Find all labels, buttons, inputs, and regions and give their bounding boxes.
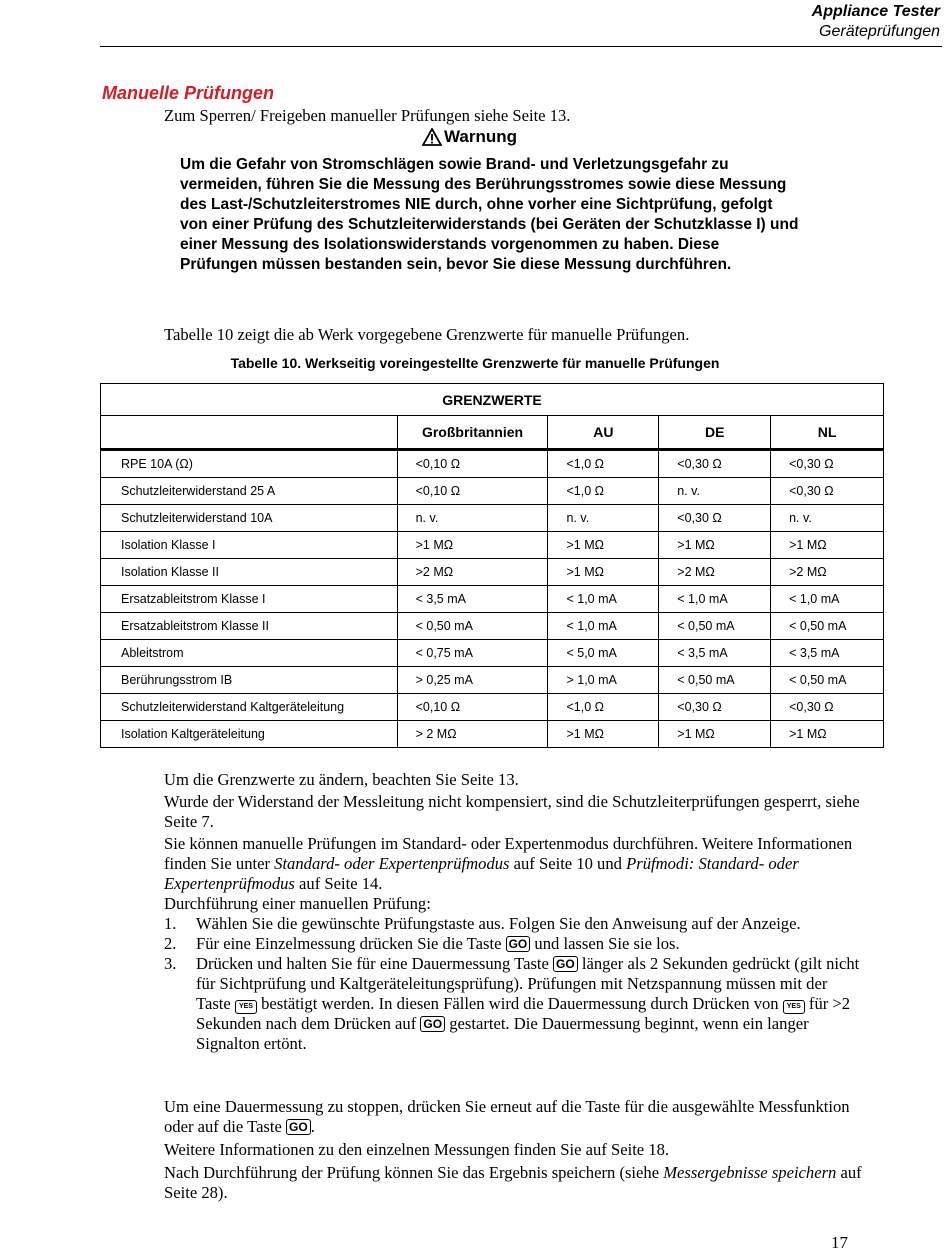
save-text-b: auf Seite 28).	[164, 1163, 862, 1202]
table-cell: < 0,75 mA	[397, 640, 548, 667]
table-cell: >2 MΩ	[659, 559, 771, 586]
table-cell: <0,30 Ω	[771, 478, 884, 505]
closing-text	[164, 1097, 864, 1203]
mode-text-c: auf Seite 14.	[294, 874, 383, 893]
table-cell: < 0,50 mA	[771, 613, 884, 640]
stop-text-b: .	[310, 1117, 315, 1136]
save-paragraph	[164, 1163, 864, 1203]
limits-table	[100, 383, 884, 748]
table-cell: <0,30 Ω	[771, 694, 884, 721]
table-row-label: Ersatzableitstrom Klasse I	[101, 586, 398, 613]
table-group-header: GRENZWERTE	[101, 384, 884, 416]
procedure-steps	[164, 914, 864, 1054]
go-key-icon: GO	[420, 1016, 445, 1032]
warning-title: Warnung	[444, 127, 518, 146]
intro-paragraph: Zum Sperren/ Freigeben manueller Prüfungen siehe Seite 13.	[164, 106, 571, 125]
step-3-text-a: Drücken und halten Sie für eine Dauermessung Taste	[196, 954, 554, 973]
step-3-text-e: gestartet. Die Dauermessung beginnt, wenn ein langer Signalton ertönt.	[196, 1014, 809, 1053]
header-title: Appliance Tester	[811, 3, 940, 20]
after-table-text	[164, 770, 864, 1054]
stop-paragraph	[164, 1097, 864, 1137]
save-ref: Messergebnisse speichern	[663, 1163, 837, 1182]
limits-change-paragraph: Um die Grenzwerte zu ändern, beachten Sie Seite 13.	[164, 770, 519, 789]
table-cell: >1 MΩ	[548, 721, 659, 748]
table-row-label: Schutzleiterwiderstand Kaltgeräteleitung	[101, 694, 398, 721]
table-cell: <0,30 Ω	[659, 450, 771, 478]
table-cell: < 3,5 mA	[771, 640, 884, 667]
mode-text-a: Sie können manuelle Prüfungen im Standard- oder Expertenmodus durchführen. Weitere Informationen finden Sie unter	[164, 834, 853, 873]
table-row-label: Isolation Kaltgeräteleitung	[101, 721, 398, 748]
table-caption: Tabelle 10. Werkseitig voreingestellte Grenzwerte für manuelle Prüfungen	[230, 355, 720, 371]
step-3-text-d: für >2 Sekunden nach dem Drücken auf	[196, 994, 851, 1033]
table-row	[101, 667, 884, 694]
save-text-a: Nach Durchführung der Prüfung können Sie das Ergebnis speichern (siehe	[164, 1163, 664, 1182]
table-row	[101, 694, 884, 721]
table-cell: <0,30 Ω	[659, 505, 771, 532]
table-header-empty	[101, 416, 398, 450]
step-1	[164, 914, 864, 934]
table-cell: > 0,25 mA	[397, 667, 548, 694]
table-row-label: Isolation Klasse I	[101, 532, 398, 559]
more-info-paragraph: Weitere Informationen zu den einzelnen Messungen finden Sie auf Seite 18.	[164, 1140, 670, 1159]
table-cell: < 3,5 mA	[659, 640, 771, 667]
table-cell: >1 MΩ	[548, 559, 659, 586]
mode-paragraph	[164, 834, 864, 894]
table-cell: >1 MΩ	[548, 532, 659, 559]
table-row-label: Schutzleiterwiderstand 25 A	[101, 478, 398, 505]
page-number: 17	[831, 1233, 848, 1252]
table-intro-paragraph: Tabelle 10 zeigt die ab Werk vorgegebene Grenzwerte für manuelle Prüfungen.	[164, 325, 690, 344]
step-2	[164, 934, 864, 954]
header-divider	[100, 46, 942, 47]
mode-text-b: auf Seite 10 und	[509, 854, 627, 873]
table-row-label: Isolation Klasse II	[101, 559, 398, 586]
table-cell: n. v.	[548, 505, 659, 532]
section-title: Manuelle Prüfungen	[102, 83, 275, 103]
table-cell: <1,0 Ω	[548, 694, 659, 721]
table-row-label: Schutzleiterwiderstand 10A	[101, 505, 398, 532]
step-3-text-b: länger als 2 Sekunden gedrückt (gilt nicht für Sichtprüfung und Kaltgeräteleitungsprüfung). Prüfungen mit Netzspannung müssen mit der Taste	[196, 954, 860, 1013]
table-cell: n. v.	[397, 505, 548, 532]
table-row	[101, 640, 884, 667]
table-row-label: Ersatzableitstrom Klasse II	[101, 613, 398, 640]
table-cell: <0,30 Ω	[771, 450, 884, 478]
table-row	[101, 559, 884, 586]
table-cell: < 1,0 mA	[548, 613, 659, 640]
go-key-icon: GO	[506, 936, 531, 952]
yes-key-icon: YES	[235, 1000, 257, 1014]
table-header-au: AU	[548, 416, 659, 450]
table-row	[101, 586, 884, 613]
table-cell: <0,30 Ω	[659, 694, 771, 721]
step-2-text-b: und lassen Sie sie los.	[530, 934, 680, 953]
table-cell: <0,10 Ω	[397, 694, 548, 721]
table-cell: <0,10 Ω	[397, 478, 548, 505]
running-header	[812, 2, 940, 42]
table-cell: >2 MΩ	[397, 559, 548, 586]
table-row	[101, 532, 884, 559]
table-cell: >1 MΩ	[771, 532, 884, 559]
table-cell: >2 MΩ	[771, 559, 884, 586]
table-cell: >1 MΩ	[659, 532, 771, 559]
table-cell: < 3,5 mA	[397, 586, 548, 613]
yes-key-icon: YES	[783, 1000, 805, 1014]
warning-heading	[422, 127, 517, 147]
table-cell: < 0,50 mA	[397, 613, 548, 640]
mode-ref-2: Prüfmodi: Standard- oder Expertenprüfmodus	[164, 854, 799, 893]
table-cell: n. v.	[771, 505, 884, 532]
table-cell: < 5,0 mA	[548, 640, 659, 667]
step-2-number: 2.	[164, 934, 177, 953]
table-cell: > 2 MΩ	[397, 721, 548, 748]
table-header-nl: NL	[771, 416, 884, 450]
table-cell: >1 MΩ	[397, 532, 548, 559]
table-row	[101, 505, 884, 532]
go-key-icon: GO	[286, 1119, 311, 1135]
table-row	[101, 613, 884, 640]
step-1-number: 1.	[164, 914, 177, 933]
table-row-label: Berührungsstrom IB	[101, 667, 398, 694]
step-1-text: Wählen Sie die gewünschte Prüfungstaste aus. Folgen Sie den Anweisung auf der Anzeige.	[196, 914, 801, 933]
table-cell: < 1,0 mA	[771, 586, 884, 613]
table-row	[101, 478, 884, 505]
table-row-label: Ableitstrom	[101, 640, 398, 667]
table-cell: > 1,0 mA	[548, 667, 659, 694]
table-cell: <0,10 Ω	[397, 450, 548, 478]
table-cell: n. v.	[659, 478, 771, 505]
table-cell: < 1,0 mA	[548, 586, 659, 613]
table-cell: < 0,50 mA	[659, 667, 771, 694]
stop-text-a: Um eine Dauermessung zu stoppen, drücken Sie erneut auf die Taste für die ausgewählte Messfunktion oder auf die Taste	[164, 1097, 850, 1136]
table-cell: >1 MΩ	[771, 721, 884, 748]
table-row-label: RPE 10A (Ω)	[101, 450, 398, 478]
table-row	[101, 450, 884, 478]
compensation-paragraph: Wurde der Widerstand der Messleitung nicht kompensiert, sind die Schutzleiterprüfungen gesperrt, siehe Seite 7.	[164, 792, 860, 831]
table-column-header-row	[101, 416, 884, 450]
warning-triangle-icon	[422, 128, 442, 146]
step-2-text-a: Für eine Einzelmessung drücken Sie die Taste	[196, 934, 506, 953]
table-row	[101, 721, 884, 748]
table-cell: >1 MΩ	[659, 721, 771, 748]
go-key-icon: GO	[553, 956, 578, 972]
step-3-text-c: bestätigt werden. In diesen Fällen wird die Dauermessung durch Drücken von	[256, 994, 783, 1013]
mode-ref-1: Standard- oder Expertenprüfmodus	[274, 854, 510, 873]
table-cell: <1,0 Ω	[548, 478, 659, 505]
warning-text: Um die Gefahr von Stromschlägen sowie Brand- und Verletzungsgefahr zu vermeiden, führen Sie die Messung des Berührungsstromes sowie diese Messung des Last-/Schutzleiterstromes NIE durch, ohne vorher eine Sichtprüfung, gefolgt von einer Prüfung des Schutzleiterwiderstands (bei Geräten der Schutzklasse I) und einer Messung des Isolationswiderstands vorgenommen zu haben. Diese Prüfungen müssen bestanden sein, bevor Sie diese Messung durchführen.	[180, 156, 799, 273]
table-group-header-row	[101, 384, 884, 416]
table-cell: < 0,50 mA	[659, 613, 771, 640]
table-cell: < 0,50 mA	[771, 667, 884, 694]
table-header-de: DE	[659, 416, 771, 450]
table-cell: <1,0 Ω	[548, 450, 659, 478]
procedure-heading: Durchführung einer manuellen Prüfung:	[164, 894, 431, 913]
step-3	[164, 954, 864, 1054]
step-3-number: 3.	[164, 954, 177, 973]
table-body	[101, 450, 884, 748]
table-cell: < 1,0 mA	[659, 586, 771, 613]
header-subtitle: Geräteprüfungen	[819, 23, 940, 40]
table-header-gb: Großbritannien	[397, 416, 548, 450]
